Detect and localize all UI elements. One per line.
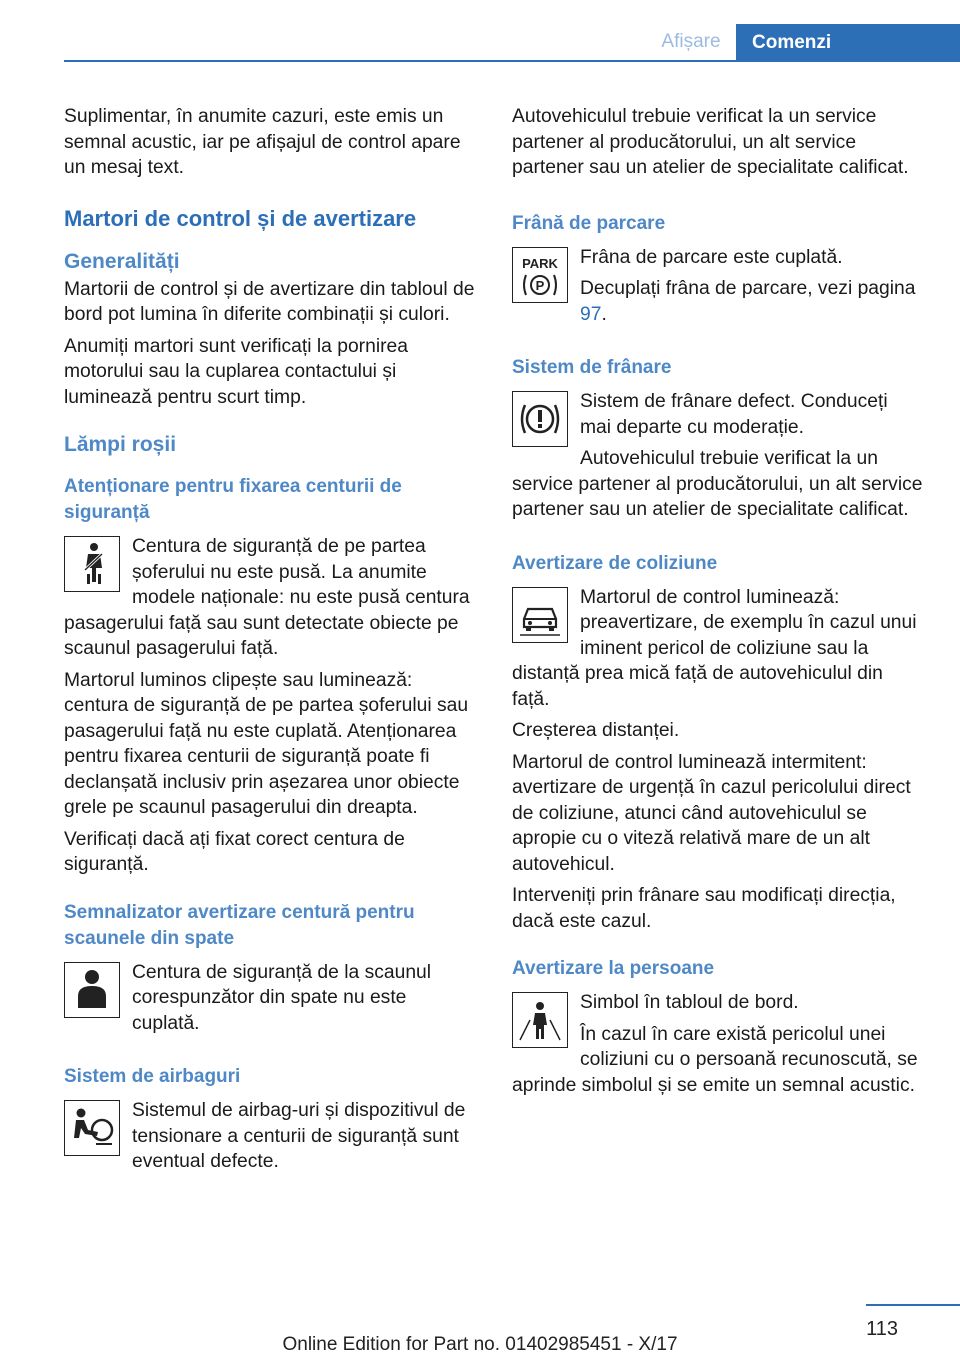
heading-collision: Avertizare de coliziune	[512, 552, 718, 574]
belt-warning-block	[64, 534, 476, 668]
collision-paragraph-4: Interveniți prin frânare sau modificați direcția, dacă este cazul.	[512, 885, 896, 932]
rear-belt-block	[64, 960, 476, 1043]
right-intro-paragraph: Autovehiculul trebuie verificat la un service partener al producătorului, un alt service partener sau un atelier de specialitate calificat.	[512, 106, 909, 178]
brake-system-block	[512, 389, 924, 529]
pedestrian-icon	[512, 992, 568, 1048]
heading-general: Generalități	[64, 249, 180, 273]
footer-rule	[866, 1304, 960, 1306]
svg-text:P: P	[535, 277, 545, 293]
airbag-block	[64, 1098, 476, 1181]
car-collision-icon	[512, 587, 568, 643]
heading-parking-brake: Frână de parcare	[512, 212, 666, 234]
park-paragraph-2: Decuplați frâna de parcare, vezi pagina 97.	[580, 278, 916, 325]
rear-seat-occupant-icon	[64, 962, 120, 1018]
collision-paragraph-2: Creșterea distanței.	[512, 720, 680, 741]
park-brake-icon	[512, 247, 568, 303]
seatbelt-icon	[64, 536, 120, 592]
airbag-paragraph: Sistemul de airbag-uri și dispozitivul de tensionare a centurii de siguranță sunt eventual defecte.	[132, 1100, 466, 1172]
belt-paragraph-1: Centura de siguranță de pe partea șoferului nu este pusă. La anumite modele naționale: nu este pusă centura pasagerului față sau sunt detectate obiecte pe scaunul pasagerului față.	[64, 536, 470, 659]
heading-airbag: Sistem de airbaguri	[64, 1066, 241, 1087]
tab-afisare[interactable]: Afișare	[661, 31, 721, 52]
airbag-icon	[64, 1100, 120, 1156]
page-number: 113	[866, 1318, 898, 1340]
heading-belt-warning: Atenționare pentru fixarea centurii de siguranță	[64, 476, 402, 523]
heading-brake-system: Sistem de frânare	[512, 357, 672, 378]
right-column	[512, 104, 924, 1104]
collision-paragraph-3: Martorul de control luminează intermitent: avertizare de urgență în cazul pericolului direct de coliziune, atunci când autovehiculul se apropie cu o viteză relativă mare de un alt autovehicul.	[512, 751, 911, 875]
heading-person-warning: Avertizare la persoane	[512, 958, 715, 979]
brake-paragraph-1: Sistem de frânare defect. Conduceți mai departe cu moderație.	[580, 391, 888, 438]
rear-belt-paragraph: Centura de siguranță de la scaunul corespunzător din spate nu este cuplată.	[132, 961, 432, 1034]
intro-paragraph: Suplimentar, în anumite cazuri, este emis un semnal acustic, iar pe afișajul de control apare un mesaj text.	[64, 106, 461, 178]
heading-red-lamps: Lămpi roșii	[64, 433, 177, 456]
tab-comenzi[interactable]: Comenzi	[736, 24, 960, 62]
left-column	[64, 104, 476, 1181]
collision-block	[512, 585, 924, 719]
page-header	[64, 24, 960, 62]
parking-brake-block	[512, 245, 924, 334]
page-link-97[interactable]: 97	[580, 303, 602, 325]
park-paragraph-1: Frâna de parcare este cuplată.	[580, 246, 843, 268]
general-paragraph-1: Martorii de control și de avertizare din tabloul de bord pot lumina în diferite combinații și culori.	[64, 278, 475, 325]
person-paragraph-2: În cazul în care există pericolul unei coliziuni cu o persoană recunoscută, se aprinde simbolul și se emite un semnal acustic.	[512, 1023, 918, 1096]
brake-warning-icon	[512, 391, 568, 447]
footer-edition: Online Edition for Part no. 01402985451 - X/17	[282, 1334, 678, 1355]
person-warning-block	[512, 990, 924, 1104]
brake-paragraph-2: Autovehiculul trebuie verificat la un service partener al producătorului, un alt service partener sau un atelier de specialitate calificat.	[512, 448, 923, 520]
svg-text:PARK: PARK	[522, 255, 558, 271]
person-paragraph-1: Simbol în tabloul de bord.	[580, 992, 799, 1013]
belt-paragraph-2: Martorul luminos clipește sau luminează: centura de siguranță de pe partea șoferului sau pasagerului față nu este cuplată. Atenționarea pentru fixarea centurii de siguranță poate fi declanșată inclusiv prin așezarea unor obiecte grele pe scaunul pasagerului din dreapta.	[64, 669, 469, 818]
belt-paragraph-3: Verificați dacă ați fixat corect centura de siguranță.	[64, 828, 405, 875]
heading-rear-belt: Semnalizator avertizare centură pentru scaunele din spate	[64, 901, 415, 949]
section-title: Martori de control și de avertizare	[64, 205, 417, 231]
collision-paragraph-1: Martorul de control luminează: preavertizare, de exemplu în cazul unui iminent pericol de coliziune sau la distanță prea mică față de autovehiculul din față.	[512, 586, 917, 710]
general-paragraph-2: Anumiți martori sunt verificați la pornirea motorului sau la cuplarea contactului și luminează pentru scurt timp.	[64, 335, 408, 408]
